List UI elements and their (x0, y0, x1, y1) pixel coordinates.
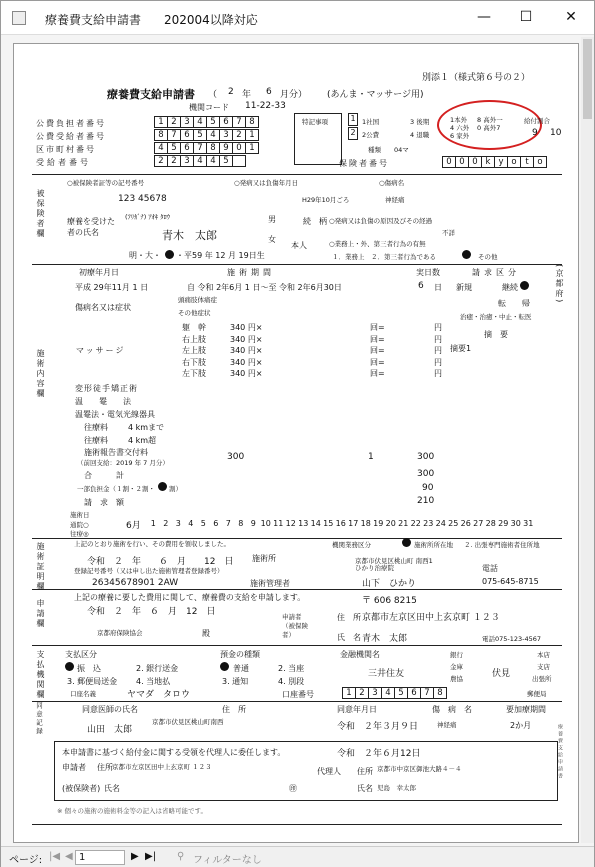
part-4: 右下肢 (182, 357, 206, 367)
ins-kind-1[interactable]: 1 (348, 113, 358, 126)
part-en: 円 円 円 円 円 (434, 323, 442, 379)
oufuku-label-1: 往療料 (84, 423, 108, 432)
kikan-option-2: ２. 出張専門施術者住所地 (464, 541, 540, 549)
tenki-value: 治癒・治癒・中止・転医 (460, 313, 532, 321)
shobyo-label: 傷病名又は症状 (75, 303, 131, 312)
side-label-2: 療養費支給申請書 (557, 724, 563, 780)
divider (32, 174, 562, 175)
inin-agent-addr-label: 住所 (357, 767, 373, 776)
kanri-label: 施術管理者 (250, 579, 290, 588)
oufuku-1: 4 kmまで (128, 423, 165, 432)
benefit-kazoku: 6 家外 (450, 132, 470, 140)
period-suffix: (あんま・マッサージ用) (327, 90, 424, 100)
ichibu-label: 一部負担金（１割・２割・ (77, 485, 155, 493)
henkei-label: 変形徒手矯正術 (75, 384, 138, 393)
part-1: 躯 幹 (182, 323, 206, 332)
row-label-shichoson: 区市町村番号 (36, 145, 96, 154)
shinsei-date: 令和 ２ 年 ６ 月 12 日 (87, 607, 216, 617)
birth-era: 明・大・ (129, 251, 161, 260)
branch-type-2: 支店 (537, 663, 550, 671)
injury-value: 神経痛 (385, 196, 405, 204)
branch-type-1: 本店 (537, 651, 550, 659)
doui-name: 山田 太郎 (87, 725, 133, 735)
work-label: ○業務上・外、第三者行為の有無 (329, 240, 426, 248)
divider (32, 645, 562, 646)
inin-agent-name-label: 氏名 (357, 784, 373, 793)
shubetsu-label: 種類 (368, 146, 381, 154)
next-page-button[interactable]: ▶ (131, 851, 139, 862)
period-month: 6 (266, 87, 272, 97)
oufuku-label-2: 往療料 (84, 436, 108, 445)
period-year: 2 (228, 87, 234, 97)
meigi-value: ヤマダ タロウ (127, 690, 191, 700)
jitsu-value: 6 (418, 281, 424, 291)
period-month-label: 月分） (280, 90, 308, 100)
kind-koki: 3 後期 (410, 118, 430, 126)
doui-name-label: 同意医師の氏名 (82, 705, 138, 714)
inin-addr-label: 住所 (97, 763, 113, 772)
issue-value: H29年10月ごろ (302, 196, 350, 204)
shinseisha-label: 申請者（被保険者） (282, 613, 308, 639)
work-other-mark[interactable] (462, 250, 471, 259)
report-page (13, 43, 579, 843)
bank-type-1: 銀行 (450, 651, 463, 659)
divider (32, 824, 562, 825)
inin-date: 令和 ２年６月12日 (337, 749, 421, 759)
houkoku-count: 1 (368, 452, 374, 462)
window-subtitle: 202004以降対応 (164, 13, 258, 27)
patient-name: 青木 太郎 (162, 229, 217, 242)
inin-agent-name: 児島 幸太郎 (377, 784, 416, 792)
highlight-circle (437, 100, 542, 150)
part-3: 左上肢 (182, 346, 206, 356)
org-code-label: 機関コード (189, 103, 229, 112)
seikyu-kubun-label: 請求区分 (472, 268, 520, 277)
sejutsu-month: 6月 (126, 521, 141, 531)
shoshin-value: 平成 29年11月 1 日 (75, 283, 149, 292)
oufuku-2: 4 km超 (128, 436, 157, 445)
kinyu-label: 金融機関名 (340, 650, 380, 659)
benefit-honin: 1本外 (450, 116, 468, 124)
inin-addr: 京都市左京区田中上玄京町 １２３ (112, 763, 212, 771)
jukyusha-cells: 2 2 3 4 4 5 (154, 155, 245, 167)
houkoku-price: 300 (227, 452, 245, 462)
minimize-button[interactable]: — (477, 9, 491, 25)
page-label: ページ: (9, 855, 43, 866)
doui-addr: 京都市伏見区桃山町南西 (152, 718, 224, 726)
sex-male[interactable]: 男 (268, 215, 276, 224)
side-label: (京都府) (555, 264, 564, 305)
doui-section: 同意記録 (35, 702, 43, 736)
annex-label: 別添１（様式第６号の２） (422, 73, 531, 83)
cause-value: 不詳 (442, 229, 455, 237)
application-form (32, 44, 562, 843)
shoumei-date: 令和 ２ 年 ６ 月 12 日 (87, 557, 234, 567)
sejutsubi-label: 施術日 (70, 511, 90, 519)
filter-icon: ⚲ (177, 851, 185, 862)
addr-value: 京都市左京区田中上玄京町 １２３ (362, 613, 500, 623)
tsuin-label: 通院○ (70, 521, 89, 529)
first-page-button[interactable]: |◀ (49, 851, 61, 862)
ins-kind-2[interactable]: 2 (348, 127, 358, 140)
doui-addr-label: 住 所 (222, 705, 246, 714)
shoumei-section: 施術証明欄 (36, 542, 45, 592)
kyufu-10: 10 (550, 128, 562, 138)
shobyo-1: 頭痛肢体痛症 (178, 296, 217, 304)
jitsu-label: 実日数 (416, 268, 440, 277)
insurer-name: 京都府保険協会 (97, 629, 143, 637)
tekiyo-label: 摘 要 (484, 330, 508, 339)
shiharai-4: 4. 当地払 (136, 677, 171, 686)
row-label-jukyusha: 受給者番号 (36, 158, 91, 167)
bank-name: 三井住友 (368, 669, 405, 679)
oufuku-mark-label: 往療◎ (70, 530, 89, 538)
shoshin-label: 初療年月日 (79, 268, 119, 277)
patient-label: 療養を受けた者の氏名 (67, 217, 115, 237)
ichibu-value: 90 (422, 483, 434, 493)
shubetsu-value: 04マ (394, 146, 409, 154)
sejutsu-value: 自 令和 2年6月 1 日～至 令和 2年6月30日 (187, 283, 342, 292)
branch-name: 伏見 (492, 669, 511, 679)
houkoku-total: 300 (417, 452, 435, 462)
hokensha-cells: 0 0 0 k y o t o (442, 156, 546, 168)
meigi-label: 口座名義 (70, 690, 96, 698)
birth-date: ・平59 年 12 月 19日生 (176, 251, 265, 260)
massage-label: マッサージ (76, 346, 126, 355)
bank-type-2: 金庫 (450, 663, 463, 671)
ichibu-end: 割） (169, 485, 182, 493)
yokin-label: 預金の種類 (220, 650, 260, 659)
zokugara-label: 続 柄 (303, 217, 327, 226)
houkoku-sub: （前回支給：2019 年 7 月分） (77, 459, 169, 467)
ichibu-wari-mark[interactable] (158, 482, 167, 491)
kouza-label: 口座番号 (282, 690, 314, 699)
notes: ※ 個々の施術の施術料金等の記入は省略可能です。 (57, 807, 207, 815)
page-input[interactable]: 1 (75, 850, 125, 865)
yubin-label: 郵便局 (527, 690, 547, 698)
insured-no-label: ○被保険者証等の記号番号 (67, 179, 145, 187)
shinsei-text: 上記の療養に要した費用に関して、療養費の支給を申請します。 (74, 593, 306, 602)
vertical-scrollbar[interactable] (581, 37, 594, 843)
applicant-name: 青木 太郎 (362, 634, 408, 644)
doui-shobyo: 神経痛 (437, 721, 457, 729)
sejutsu-label: 施術期間 (227, 268, 275, 277)
yokin-4: 4. 別段 (278, 677, 305, 686)
tekiyo-1: 摘要1 (450, 344, 472, 353)
inin-applicant-label: 申請者 (62, 763, 86, 772)
shiharai-label: 支払区分 (65, 650, 97, 659)
ins-kind-2-label: 2公費 (362, 131, 380, 139)
doui-shobyo-label: 傷 病 名 (432, 705, 472, 714)
kikan-mark[interactable] (402, 538, 411, 547)
part-5: 左下肢 (182, 369, 206, 379)
goukei-value: 300 (417, 469, 435, 479)
hokensha-label: 保険者番号 (339, 159, 389, 168)
yokin-1: 普通 (233, 664, 249, 673)
birth-era-sho[interactable] (165, 250, 174, 259)
shinki-option[interactable]: 新規 (456, 283, 472, 292)
addr-label: 住 所 (337, 613, 361, 622)
form-title: 療養費支給申請書 (107, 88, 195, 101)
divider (32, 264, 562, 265)
cause-label: ○発病又は負傷の原因及びその経過 (329, 217, 433, 225)
sex-female[interactable]: 女 (268, 235, 276, 244)
close-button[interactable]: ✕ (565, 9, 577, 25)
keizoku-mark[interactable] (520, 281, 529, 290)
tel-label: 電話 (482, 564, 498, 573)
title-bar (1, 1, 594, 35)
scroll-thumb[interactable] (583, 39, 592, 119)
work-other: その他 (478, 253, 498, 261)
shisho-name: ひかり治療院 (355, 564, 394, 572)
touroku-value: 26345678901 2AW (92, 578, 179, 588)
kind-taishoku: 4 退職 (410, 131, 430, 139)
keizoku-option[interactable]: 継続 (502, 283, 518, 292)
touroku-label: 登録記号番号（又は申し出た施術管理者登録番号） (74, 567, 224, 575)
kyufu-9: 9 (532, 128, 538, 138)
inin-agent-label: 代理人 (317, 767, 341, 776)
kikan-label: 機関業務区分 (332, 541, 371, 549)
tel-value: 075-645-8715 (482, 577, 539, 586)
tokki-label: 特記事項 (302, 118, 328, 126)
inin-text: 本申請書に基づく給付金に関する受領を代理人に委任します。 (62, 748, 286, 757)
tenki-label: 転 帰 (498, 299, 530, 308)
part-prices: 340 円× 340 円× 340 円× 340 円× 340 円× (230, 323, 263, 379)
inin-name-label: 氏名 (104, 784, 120, 793)
work-value: １．業務上 ２．第三者行為である (332, 253, 436, 261)
row-label-kouhi-jukyu: 公費受給者番号 (36, 132, 106, 141)
kikan-option-1: 施術所所在地 (414, 541, 453, 549)
name-label: 氏 名 (337, 633, 361, 642)
shichoson-cells: 4 5 6 7 8 9 0 1 (154, 142, 258, 154)
divider (32, 589, 562, 590)
yokin-mark[interactable] (220, 662, 229, 671)
shiharai-3: 3. 郵便局送金 (67, 677, 118, 686)
inin-insured: (被保険者) (62, 784, 101, 793)
part-kai: 回= 回= 回= 回= 回= (370, 323, 385, 379)
prev-page-button[interactable]: ◀ (65, 851, 73, 862)
goukei-label: 合 計 (84, 471, 124, 480)
honnin-label: 本人 (291, 241, 307, 250)
jitsu-unit: 日 (434, 283, 442, 292)
massage-parts (182, 322, 206, 380)
row-label-kouhi: 公費負担者番号 (36, 119, 106, 128)
kanri-name: 山下 ひかり (362, 579, 417, 589)
doui-date: 令和 ２年３月９日 (337, 722, 419, 732)
org-code: 11-22-33 (245, 101, 286, 111)
window-title: 療養費支給申請書 (45, 13, 142, 27)
injury-label: ○傷病名 (379, 179, 405, 187)
onden-label: 温罨法・電気光線器具 (75, 410, 155, 419)
shinsei-section: 申請欄 (36, 599, 45, 629)
part-2: 右上肢 (182, 334, 206, 344)
shisho-label: 施術所 (252, 554, 276, 563)
shiharai-2: 2. 銀行送金 (136, 664, 179, 673)
period-prefix: （ (208, 90, 218, 100)
app-icon (12, 11, 26, 25)
seikyu-value: 210 (417, 496, 435, 506)
hihokensha-section: 被保険者欄 (36, 189, 45, 239)
filter-label[interactable]: フィルターなし (193, 855, 262, 866)
shiharai-mark[interactable] (65, 662, 74, 671)
kyufu-label: 給付割合 (524, 117, 550, 125)
shoumei-text: 上記のとおり施術を行い、その費用を領収しました。 (74, 540, 230, 548)
seikyu-label: 請 求 額 (84, 498, 124, 507)
shobyo-2: その他症状 (178, 309, 211, 317)
kouhi-jukyu-cells: 8 7 6 5 4 3 2 1 (154, 129, 258, 141)
insured-no: 123 45678 (118, 194, 167, 204)
sejutsu-days: 1 2 3 4 5 6 7 8 9 10 11 12 13 14 15 16 17 18 19 20 21 22 23 24 25 26 27 28 29 30 31 (150, 519, 534, 528)
status-bar (1, 846, 594, 867)
doui-date-label: 同意年月日 (337, 705, 377, 714)
furigana: (ﾌﾘｶﾞﾅ) ｱｵｷ ﾀﾛｳ (125, 213, 170, 221)
applicant-tel: 電話075-123-4567 (482, 635, 542, 643)
on-label: 温 罨 法 (75, 397, 131, 406)
benefit-roku: 4 六外 (450, 124, 470, 132)
period-year-label: 年 (242, 90, 252, 100)
kouza-cells: 1 2 3 4 5 6 7 8 (342, 687, 446, 699)
maximize-button[interactable]: ☐ (519, 9, 533, 25)
doui-kikan: 2か月 (510, 721, 532, 730)
yokin-2: 2. 当座 (278, 664, 305, 673)
last-page-button[interactable]: ▶| (145, 851, 157, 862)
shiharai-1: 振 込 (77, 664, 101, 673)
shisho-addr: 京都市伏見区桃山町 南西1 (355, 557, 433, 565)
bank-type-3: 農協 (450, 675, 463, 683)
sejutsu-naiyo-section: 施術内容欄 (36, 349, 45, 399)
ins-kind-1-label: 1社国 (362, 118, 380, 126)
branch-type-3: 出張所 (532, 675, 552, 683)
benefit-koreiichi: 8 高外一 (477, 116, 503, 124)
benefit-korei7: 0 高外7 (477, 124, 501, 132)
shikyu-section: 支払機関欄 (36, 650, 45, 700)
issue-label: ○発病又は負傷年月日 (234, 179, 299, 187)
yokin-3: 3. 通知 (222, 677, 249, 686)
kouhi-number-cells: 1 2 3 4 5 6 7 8 (154, 116, 258, 128)
doui-kikan-label: 要加療期間 (506, 705, 546, 714)
zip: 〒 606 8215 (362, 596, 417, 606)
divider (32, 701, 562, 702)
houkoku-label: 施術報告書交付料 (84, 448, 148, 457)
inin-agent-addr: 京都市中京区御池大路４－４ (377, 765, 462, 773)
inin-seal: ㊞ (289, 784, 297, 793)
dono: 殿 (202, 629, 210, 638)
